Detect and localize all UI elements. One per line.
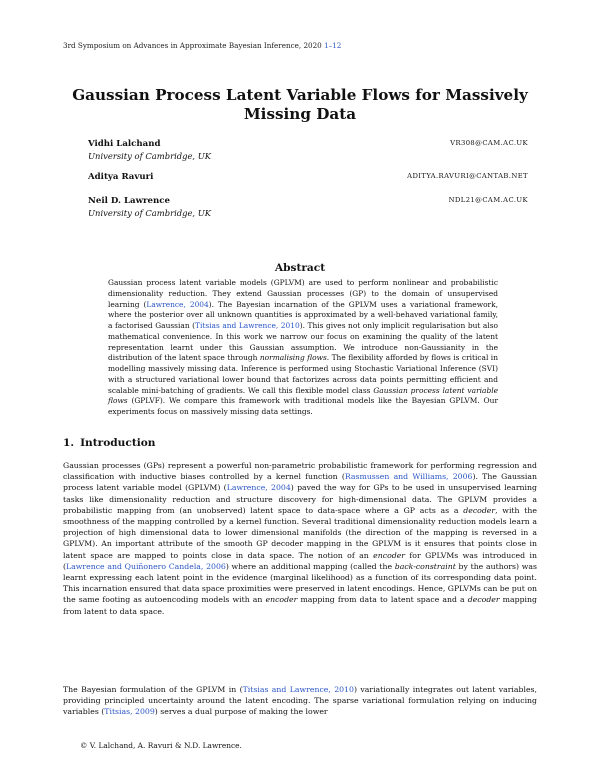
author-email[interactable]: ADITYA.RAVURI@CANTAB.NET — [407, 172, 528, 180]
abstract-span: ). This gives not only implicit regularisation but also mathematical convenience. In this work we narrow our focus on examining the quality of the latent representation learnt under this Gaussian assumption. We introduce non-Gaussianity in the distribution of the latent space through — [108, 321, 498, 363]
copyright-icon: © — [80, 741, 88, 750]
abstract-emphasis: normalising flows — [259, 353, 327, 363]
paper-title — [60, 86, 540, 124]
citation-link[interactable]: Lawrence, 2004 — [226, 483, 291, 493]
abstract-span: (GPLVF). We compare this framework with traditional models like the Bayesian GPLVM. Our experiments focus on massively missing data settings. — [108, 396, 498, 416]
body-emphasis: back-constraint — [394, 561, 456, 571]
copyright-footer — [80, 741, 242, 750]
author-email[interactable]: NDL21@CAM.AC.UK — [448, 196, 528, 204]
abstract-span: ). The Bayesian incarnation of the GPLVM uses a variational framework, where the posterior over all unknown quantities is approximated by a well-behaved variational family, a factorised Gaussian ( — [108, 299, 498, 330]
venue-header — [63, 41, 341, 50]
author-block — [88, 172, 528, 182]
body-emphasis: encoder — [373, 550, 406, 560]
author-affiliation: University of Cambridge, UK — [88, 208, 212, 218]
intro-paragraph-1 — [63, 460, 537, 617]
citation-link[interactable]: Lawrence and Quiñonero Candela, 2006 — [66, 561, 226, 571]
title-line-1: Gaussian Process Latent Variable Flows for Massively — [72, 86, 528, 104]
body-span: ). The Gaussian process latent variable model (GPLVM) ( — [63, 472, 537, 493]
body-span: ) where an additional mapping (called the — [225, 561, 395, 571]
author-name: Neil D. Lawrence — [88, 196, 170, 206]
intro-paragraph-2 — [63, 684, 537, 718]
title-line-2: Missing Data — [243, 105, 357, 123]
body-span: Gaussian processes (GPs) represent a powerful non-parametric probabilistic framework for performing regression and classification with inductive biases controlled by a kernel function ( — [63, 461, 537, 482]
author-block — [88, 196, 528, 218]
section-heading-introduction — [63, 437, 156, 449]
venue-text: 3rd Symposium on Advances in Approximate Bayesian Inference, 2020 — [63, 41, 322, 50]
page-range-link[interactable]: 1–12 — [324, 41, 342, 50]
body-span: mapping from latent to data space. — [63, 595, 537, 616]
body-span: mapping from data to latent space and a — [297, 595, 468, 605]
body-emphasis: encoder — [265, 595, 298, 605]
citation-link[interactable]: Titsias and Lawrence, 2010 — [195, 321, 300, 330]
author-name: Vidhi Lalchand — [88, 139, 161, 149]
body-span: The Bayesian formulation of the GPLVM in ( — [63, 685, 243, 694]
citation-link[interactable]: Rasmussen and Williams, 2006 — [344, 472, 473, 482]
author-name: Aditya Ravuri — [88, 172, 154, 182]
citation-link[interactable]: Titsias, 2009 — [104, 707, 155, 717]
body-span: by the authors) was learnt expressing each latent point in the evidence (marginal likelihood) as a function of its corresponding data point. This incarnation ensured that data space proximities were preserved in latent encodings. Hence, GPLVMs can be put on the same footing as autoencoding models with an — [63, 561, 537, 605]
author-block — [88, 139, 528, 161]
body-emphasis: decoder — [463, 505, 496, 515]
body-span: ) paved the way for GPs to be used in unsupervised learning tasks like dimensionality reduction and structure discovery for high-dimensional data. The GPLVM provides a probabilistic mapping from (an unobserved) latent space to data-space where a GP acts as a — [63, 483, 537, 515]
author-email[interactable]: VR308@CAM.AC.UK — [450, 139, 528, 147]
section-number: 1. — [63, 437, 75, 449]
abstract-emphasis: Gaussian process latent variable flows — [108, 385, 498, 406]
abstract-span: . The flexibility afforded by flows is critical in modelling massively missing data. Inference is performed using Stochastic Variational Inference (SVI) with a structured variational lower bound that factorizes across data points permitting efficient and scalable mini-batching of gradients. We call this flexible model class — [108, 353, 498, 395]
citation-link[interactable]: Titsias and Lawrence, 2010 — [242, 685, 354, 694]
abstract-heading: Abstract — [274, 262, 326, 274]
abstract-span: Gaussian process latent variable models (GPLVM) are used to perform nonlinear and probabilistic dimensionality reduction. They extend Gaussian processes (GP) to the domain of unsupervised learning ( — [108, 278, 498, 309]
citation-link[interactable]: Lawrence, 2004 — [146, 299, 209, 309]
body-span: , with the smoothness of the mapping controlled by a kernel function. Several traditional dimensionality reduction models learn a projection of high dimensional data to lower dimensional manifolds (the direction of the mapping is reversed in a GPLVM). An important attribute of the smooth GP decoder mapping in the GPLVM is it ensures that points close in latent space are mapped to points close in data space. The notion of an — [63, 505, 537, 560]
section-title: Introduction — [80, 437, 156, 449]
body-emphasis: decoder — [467, 595, 500, 605]
author-affiliation: University of Cambridge, UK — [88, 151, 212, 161]
body-span: ) serves a dual purpose of making the lower — [154, 707, 328, 717]
footer-authors: V. Lalchand, A. Ravuri & N.D. Lawrence. — [89, 741, 242, 750]
body-span: ) variationally integrates out latent variables, providing principled uncertainty around the latent encoding. The sparse variational formulation relying on inducing variables ( — [63, 685, 537, 717]
body-span: for GPLVMs was introduced in ( — [63, 550, 537, 571]
abstract-text — [108, 278, 498, 418]
